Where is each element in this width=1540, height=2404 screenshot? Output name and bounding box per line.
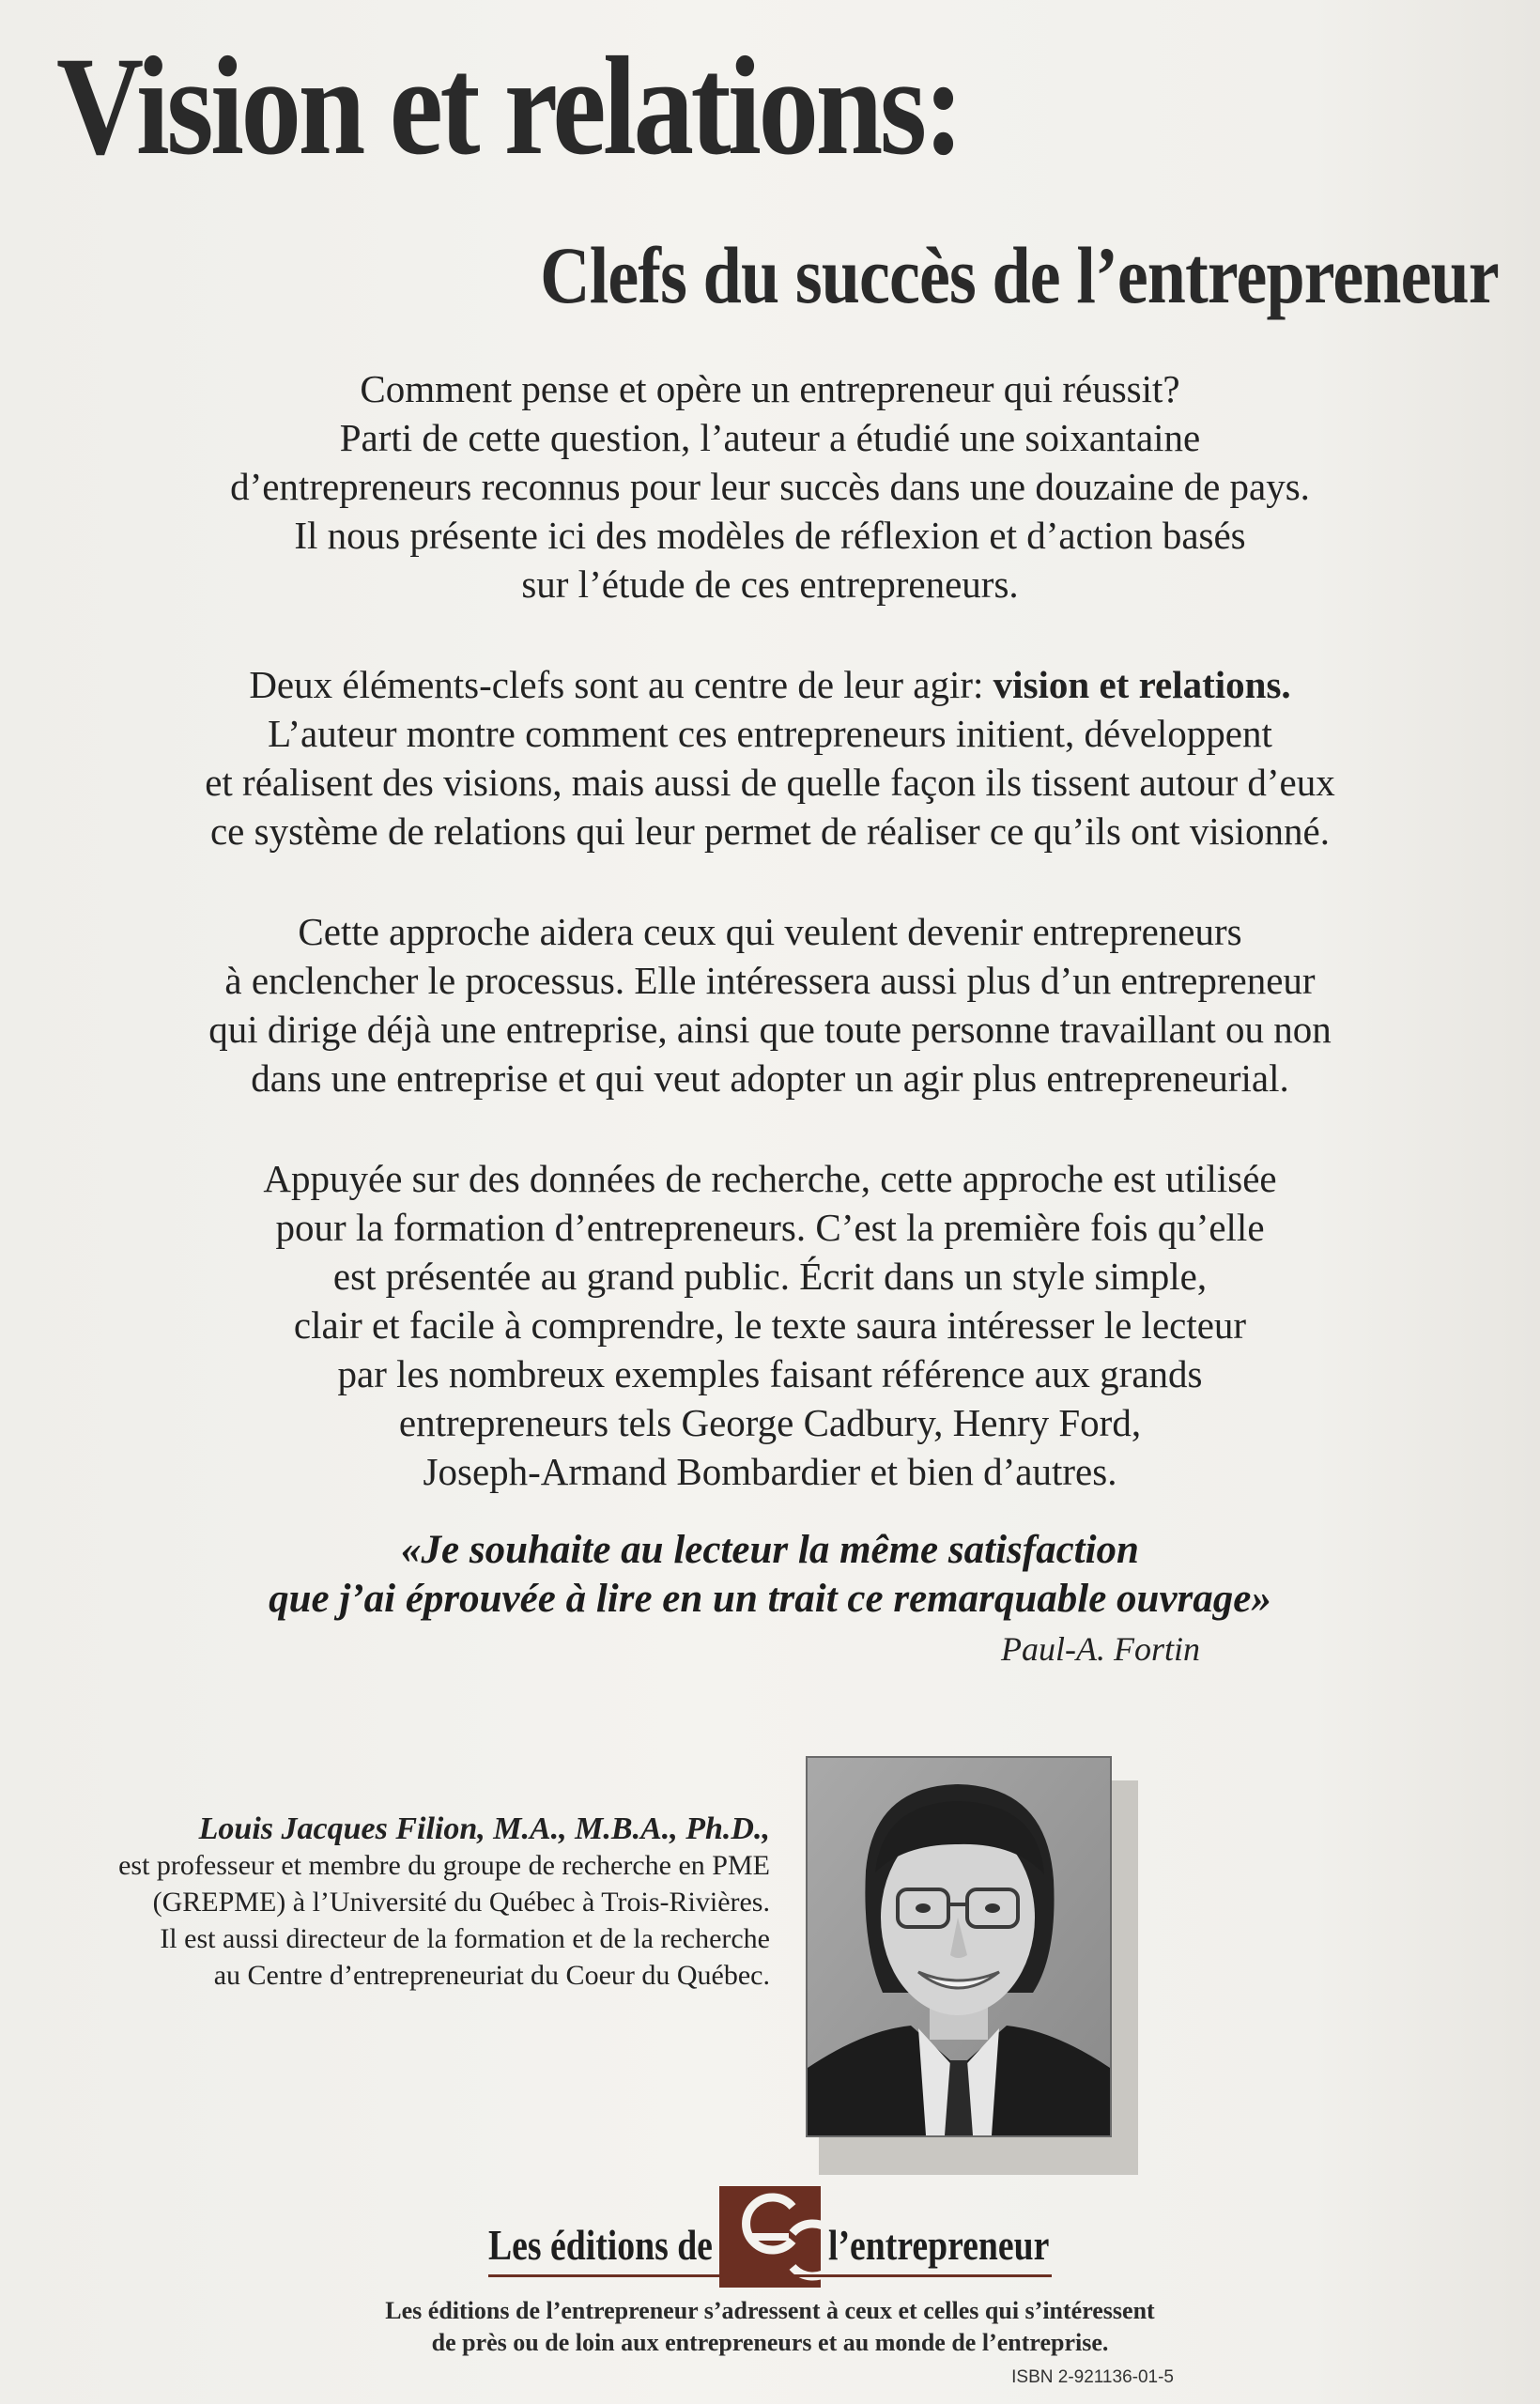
bio-line: est professeur et membre du groupe de recherche en PME [118, 1850, 770, 1881]
author-bio [38, 1811, 770, 1994]
text-line [85, 660, 1455, 709]
bio-line: Il est aussi directeur de la formation et de la recherche [160, 1923, 770, 1954]
blurb [85, 364, 1455, 1548]
blurb-paragraph-3 [85, 907, 1455, 1102]
publisher-statement [85, 2295, 1455, 2359]
quote-line: que j’ai éprouvée à lire en un trait ce remarquable ouvrage» [269, 1577, 1271, 1621]
book-title: Vision et relations: [56, 28, 962, 184]
publisher-emblem-graphic [719, 2186, 821, 2288]
text-line: par les nombreux exemples faisant référence aux grands [337, 1352, 1203, 1395]
author-photo [806, 1756, 1112, 2137]
text-line: Comment pense et opère un entrepreneur qui réussit? [360, 367, 1180, 410]
publisher-underline [488, 2274, 1052, 2277]
book-subtitle: Clefs du succès de l’entrepreneur [540, 230, 1499, 320]
endorsement-quote [85, 1526, 1455, 1624]
quote-line: «Je souhaite au lecteur la même satisfaction [401, 1528, 1139, 1572]
text-line: entrepreneurs tels George Cadbury, Henry Ford, [398, 1401, 1142, 1444]
text-line: sur l’étude de ces entrepreneurs. [521, 562, 1019, 606]
text-line: qui dirige déjà une entreprise, ainsi que toute personne travaillant ou non [208, 1008, 1332, 1051]
author-portrait-image [808, 1758, 1110, 2135]
publisher-name-left: Les éditions de [488, 2221, 713, 2269]
blurb-paragraph-1 [85, 364, 1455, 609]
text-line: Joseph-Armand Bombardier et bien d’autres. [423, 1450, 1117, 1493]
footer-line: de près ou de loin aux entrepreneurs et au monde de l’entreprise. [431, 2329, 1109, 2356]
text-line: ce système de relations qui leur permet de réaliser ce qu’ils ont visionné. [209, 809, 1331, 853]
isbn: ISBN 2-921136-01-5 [1011, 2367, 1174, 2387]
publisher-emblem-icon [719, 2186, 821, 2288]
text-line: dans une entreprise et qui veut adopter un agir plus entrepreneurial. [251, 1056, 1289, 1100]
bio-line: au Centre d’entrepreneuriat du Coeur du Québec. [213, 1960, 770, 1991]
text-line: Il nous présente ici des modèles de réflexion et d’action basés [294, 514, 1246, 557]
blurb-paragraph-2 [85, 660, 1455, 855]
text-line: à enclencher le processus. Elle intéressera aussi plus d’un entrepreneur [224, 959, 1316, 1002]
text-line: L’auteur montre comment ces entrepreneurs initient, développent [268, 712, 1272, 755]
text-line: clair et facile à comprendre, le texte saura intéresser le lecteur [293, 1303, 1247, 1347]
author-name: Louis Jacques Filion, M.A., M.B.A., Ph.D., [198, 1811, 770, 1846]
publisher-logo [488, 2186, 1052, 2280]
text-line: Cette approche aidera ceux qui veulent devenir entrepreneurs [298, 910, 1242, 953]
text-line: pour la formation d’entrepreneurs. C’est la première fois qu’elle [275, 1206, 1265, 1249]
footer-line: Les éditions de l’entrepreneur s’adressent à ceux et celles qui s’intéressent [385, 2297, 1155, 2324]
quote-attribution: Paul-A. Fortin [1001, 1630, 1200, 1668]
blurb-paragraph-4 [85, 1154, 1455, 1496]
text-line: Parti de cette question, l’auteur a étudié une soixantaine [339, 416, 1201, 459]
text-line: d’entrepreneurs reconnus pour leur succès dans une douzaine de pays. [230, 465, 1310, 508]
publisher-name-right: l’entrepreneur [828, 2221, 1050, 2269]
text-line: Appuyée sur des données de recherche, cette approche est utilisée [263, 1157, 1277, 1200]
bold-key-phrase: vision et relations. [993, 663, 1291, 706]
text-line: et réalisent des visions, mais aussi de quelle façon ils tissent autour d’eux [205, 761, 1335, 804]
bio-line: (GREPME) à l’Université du Québec à Trois-Rivières. [152, 1887, 770, 1918]
text-line: est présentée au grand public. Écrit dans un style simple, [332, 1255, 1208, 1298]
text-segment: Deux éléments-clefs sont au centre de leur agir: [249, 663, 993, 706]
